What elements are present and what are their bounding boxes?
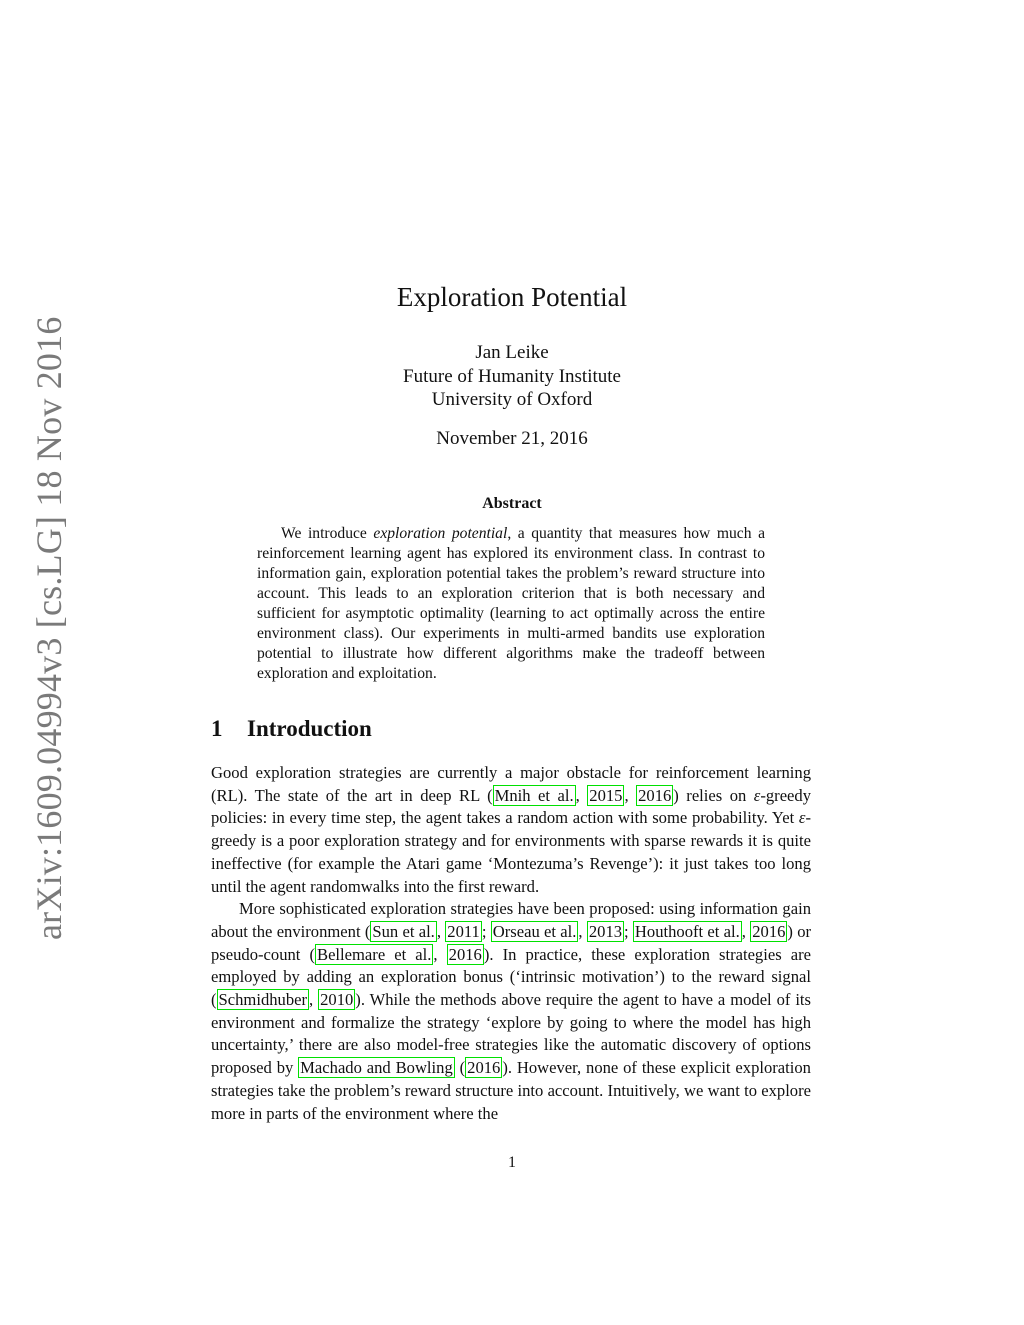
text-run: ,	[309, 990, 319, 1010]
abstract-emphasis: exploration potential	[373, 525, 508, 542]
text-run: ) or pseudo-count (	[211, 921, 812, 964]
section-title: Introduction	[247, 716, 372, 741]
page-number: 1	[508, 1154, 516, 1171]
author-name: Jan Leike	[475, 342, 549, 363]
citation-link[interactable]: 2016	[448, 944, 482, 964]
citation-link[interactable]: Houthooft et al.	[634, 921, 740, 941]
citation-link[interactable]: Schmidhuber	[218, 990, 308, 1010]
text-run: ) relies on	[673, 785, 754, 805]
text-run: ). However, none of these explicit exploration strategies take the problem’s reward structure into account. Intuitively, we want to explore more in parts of the environment where the	[211, 1058, 811, 1123]
text-run: ). While the methods above require the agent to have a model of its environment and formalize the strategy ‘explore by going to where the model has high uncertainty,’ there are also model-free strategies like the automatic discovery of options proposed by	[211, 990, 812, 1078]
citation-link[interactable]: Orseau et al.	[492, 921, 577, 941]
text-run: ,	[578, 921, 587, 941]
citation-link[interactable]: Machado and Bowling	[300, 1058, 453, 1078]
citation-link[interactable]: 2015	[589, 785, 623, 805]
abstract-text	[257, 524, 765, 684]
body-text	[211, 762, 811, 1125]
citation-link[interactable]: 2016	[467, 1058, 501, 1078]
text-run: -greedy is a poor exploration strategy and for environments with sparse rewards it is quite ineffective (for example the Atari game ‘Montezuma’s Revenge’): it just takes too long until the agent randomwalks into the first reward.	[211, 808, 811, 896]
citation-link[interactable]: Bellemare et al.	[317, 944, 432, 964]
epsilon-symbol: ε	[798, 808, 806, 828]
abstract-text-part: , a quantity that measures how much a reinforcement learning agent has explored its environment class. In contrast to information gain, exploration potential takes the problem’s reward structure into account. This leads to an exploration criterion that is both necessary and sufficient for asymptotic optimality (learning to act optimally across the entire environment class). Our experiments in multi-armed bandits use exploration potential to illustrate how different algorithms make the tradeoff between exploration and exploitation.	[257, 525, 765, 682]
arxiv-identifier: arXiv:1609.04994v3 [cs.LG] 18 Nov 2016	[29, 316, 69, 940]
citation-link[interactable]: Mnih et al.	[494, 785, 574, 805]
text-run: ;	[624, 921, 633, 941]
affiliation-university: University of Oxford	[431, 389, 593, 410]
citation-link[interactable]: 2011	[447, 921, 480, 941]
text-run: ,	[433, 944, 447, 964]
text-run: ). In practice, these exploration strategies are employed by adding an exploration bonus (‘intrinsic motivation’) to the reward signal (	[211, 944, 811, 1010]
text-run: More sophisticated exploration strategies have been proposed: using information gain about the environment (	[211, 899, 811, 941]
text-run: (	[454, 1058, 466, 1078]
text-run: ,	[436, 921, 446, 941]
abstract-text-part: We introduce	[281, 525, 374, 542]
text-run: -greedy policies: in every time step, the agent takes a random action with some probability. Yet	[211, 785, 812, 828]
paper-date: November 21, 2016	[436, 428, 588, 449]
abstract-heading: Abstract	[482, 495, 542, 512]
citation-link[interactable]: 2010	[320, 990, 354, 1010]
text-run: ,	[575, 785, 588, 805]
paragraph-1	[211, 762, 811, 898]
citation-link[interactable]: Sun et al.	[372, 921, 435, 941]
text-run: ,	[624, 785, 637, 805]
epsilon-symbol: ε	[753, 785, 761, 805]
section-heading	[211, 716, 372, 742]
affiliation-institute: Future of Humanity Institute	[403, 365, 621, 387]
text-run: ,	[741, 921, 751, 941]
citation-link[interactable]: 2016	[638, 785, 672, 805]
citation-link[interactable]: 2016	[752, 921, 786, 941]
paragraph-2	[211, 898, 811, 1125]
text-run: Good exploration strategies are currently a major obstacle for reinforcement learning (RL). The state of the art in deep RL (	[211, 763, 811, 805]
citation-link[interactable]: 2013	[588, 921, 623, 941]
author-block	[0, 341, 1024, 412]
text-run: ;	[481, 921, 491, 941]
paper-title: Exploration Potential	[396, 282, 628, 312]
section-number: 1	[211, 716, 223, 741]
